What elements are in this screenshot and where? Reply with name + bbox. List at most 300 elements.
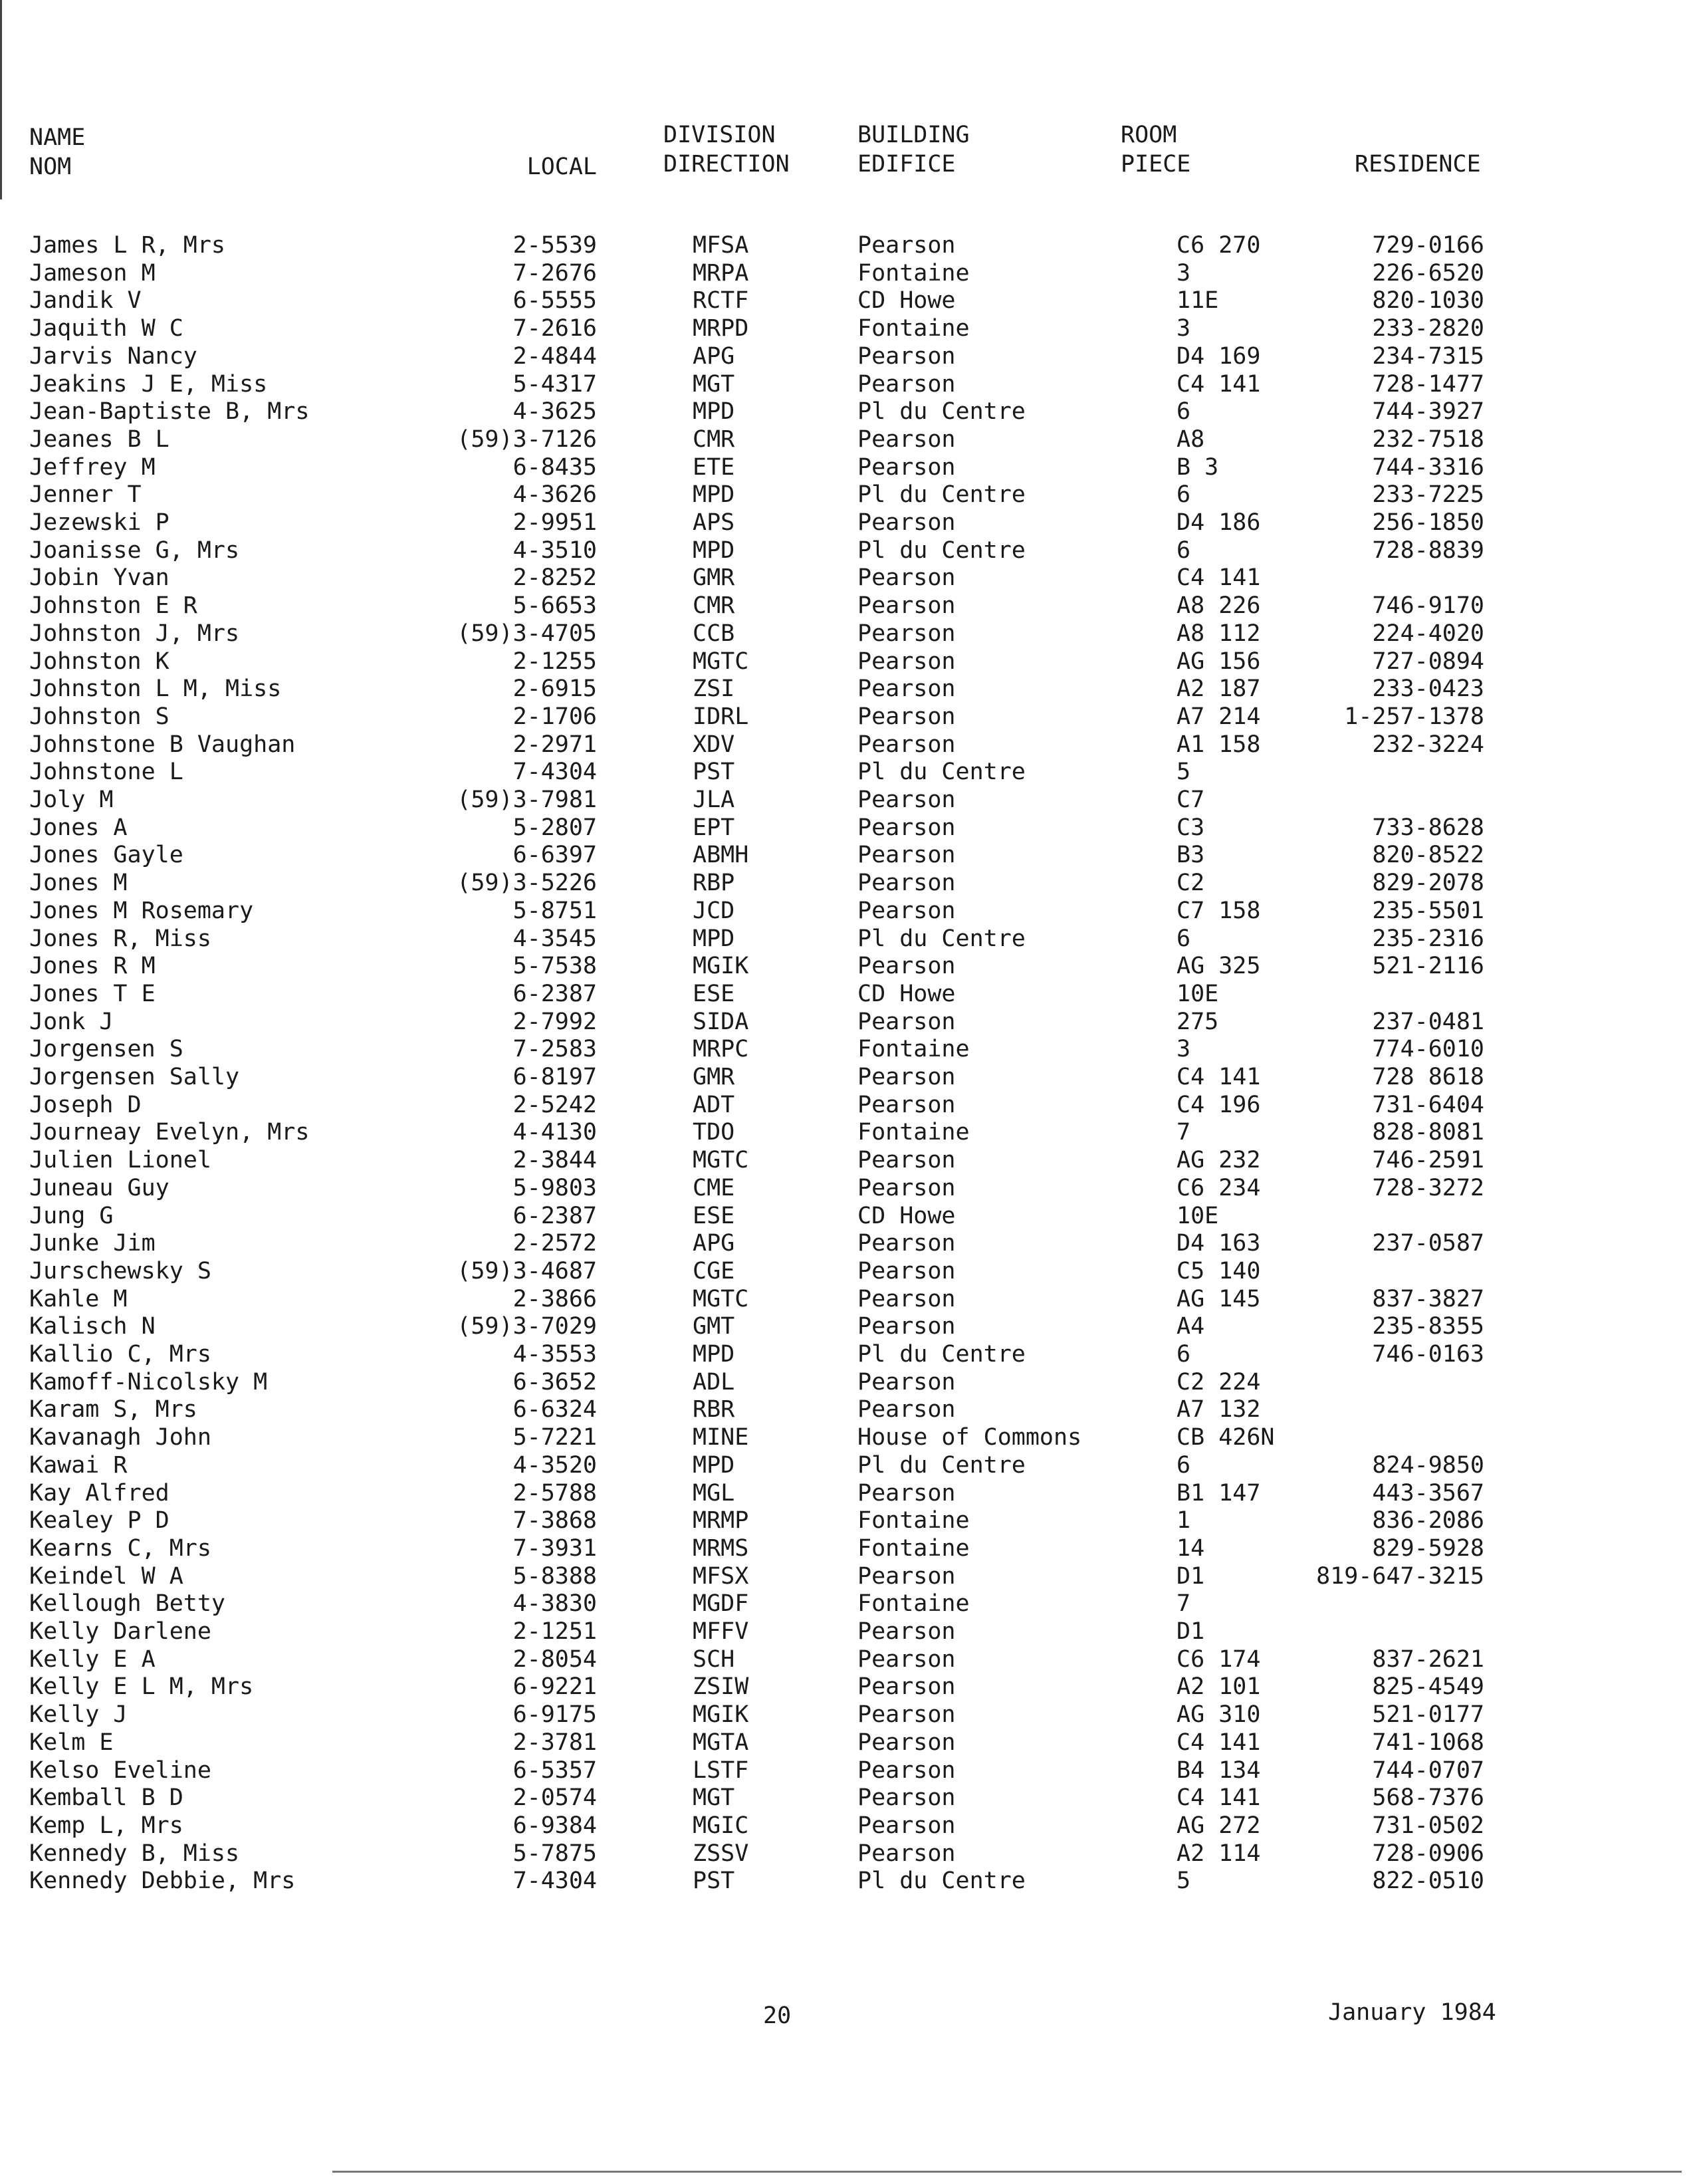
entry-name: Keindel W A — [29, 1563, 183, 1590]
entry-division: MRPC — [693, 1036, 749, 1062]
table-row — [0, 1759, 1687, 1787]
table-row — [0, 1648, 1687, 1676]
entry-residence: 744-0707 — [1372, 1757, 1484, 1784]
table-row — [0, 677, 1687, 705]
table-row — [0, 1703, 1687, 1731]
table-row — [0, 1038, 1687, 1066]
table-row — [0, 262, 1687, 290]
entry-name: Jurschewsky S — [29, 1258, 211, 1284]
entry-name: Johnstone L — [29, 759, 183, 785]
entry-residence: 729-0166 — [1372, 232, 1484, 259]
entry-local: 2-0574 — [512, 1784, 597, 1811]
entry-building: CD Howe — [857, 287, 956, 314]
entry-local: (59)3-7126 — [457, 426, 597, 453]
entry-room: C6 270 — [1177, 232, 1261, 259]
entry-building: Pearson — [857, 1147, 956, 1173]
table-row — [0, 1592, 1687, 1620]
entry-residence: 235-2316 — [1372, 925, 1484, 952]
entry-room: B3 — [1177, 842, 1205, 868]
entry-building: Pearson — [857, 1618, 956, 1645]
entry-division: APG — [693, 343, 735, 370]
entry-division: IDRL — [693, 703, 749, 730]
entry-residence: 1-257-1378 — [1344, 703, 1484, 730]
entry-room: C2 224 — [1177, 1369, 1261, 1395]
table-row — [0, 1786, 1687, 1814]
entry-local: 6-6397 — [512, 842, 597, 868]
entry-building: Pearson — [857, 648, 956, 675]
entry-residence: 226-6520 — [1372, 260, 1484, 287]
entry-name: Jones T E — [29, 981, 156, 1007]
entry-room: AG 310 — [1177, 1701, 1261, 1728]
entry-division: XDV — [693, 731, 735, 758]
table-row — [0, 566, 1687, 594]
entry-local: 6-2387 — [512, 1203, 597, 1229]
entry-division: MGL — [693, 1480, 735, 1507]
header-division — [663, 124, 790, 176]
entry-division: LSTF — [693, 1757, 749, 1784]
table-row — [0, 483, 1687, 511]
entry-division: APS — [693, 509, 735, 536]
entry-name: Kealey P D — [29, 1507, 169, 1534]
entry-residence: 836-2086 — [1372, 1507, 1484, 1534]
entry-building: Pearson — [857, 454, 956, 481]
entry-name: Jorgensen Sally — [29, 1064, 240, 1090]
header-division-fr: DIRECTION — [663, 151, 790, 178]
entry-residence: 232-7518 — [1372, 426, 1484, 453]
entry-division: CGE — [693, 1258, 735, 1284]
table-row — [0, 1315, 1687, 1343]
entry-room: A7 132 — [1177, 1396, 1261, 1423]
entry-local: 5-2807 — [512, 814, 597, 841]
entry-name: Jones M Rosemary — [29, 898, 254, 924]
entry-division: MGTA — [693, 1729, 749, 1756]
entry-building: Fontaine — [857, 1535, 970, 1562]
entry-name: Kavanagh John — [29, 1424, 211, 1451]
entry-local: 2-1251 — [512, 1618, 597, 1645]
header-building-fr: EDIFICE — [857, 151, 956, 178]
header-local: LOCAL — [526, 154, 597, 180]
entry-building: Pearson — [857, 371, 956, 398]
entry-room: C4 196 — [1177, 1092, 1261, 1118]
entry-building: Pearson — [857, 1480, 956, 1507]
entry-residence: 728-8839 — [1372, 537, 1484, 564]
entry-division: MINE — [693, 1424, 749, 1451]
entry-name: Jandik V — [29, 287, 142, 314]
entry-division: ESE — [693, 1203, 735, 1229]
entry-building: Pearson — [857, 1563, 956, 1590]
table-row — [0, 1398, 1687, 1426]
entry-division: MGT — [693, 371, 735, 398]
entry-building: Pearson — [857, 1701, 956, 1728]
entry-local: 6-6324 — [512, 1396, 597, 1423]
entry-room: 6 — [1177, 1341, 1191, 1368]
left-margin-rule — [0, 0, 2, 199]
table-row — [0, 705, 1687, 733]
entry-building: Pearson — [857, 620, 956, 647]
entry-division: ESE — [693, 981, 735, 1007]
entry-local: 2-5242 — [512, 1092, 597, 1118]
entry-name: Jorgensen S — [29, 1036, 183, 1062]
entry-local: 2-3844 — [512, 1147, 597, 1173]
entry-room: 10E — [1177, 1203, 1219, 1229]
entry-room: 3 — [1177, 260, 1191, 287]
entry-name: Kelly J — [29, 1701, 128, 1728]
entry-building: Pearson — [857, 1009, 956, 1035]
table-row — [0, 1565, 1687, 1593]
entry-local: 2-2971 — [512, 731, 597, 758]
entry-division: MPD — [693, 1341, 735, 1368]
entry-local: 5-7221 — [512, 1424, 597, 1451]
entry-local: 7-2583 — [512, 1036, 597, 1062]
entry-residence: 521-2116 — [1372, 953, 1484, 979]
entry-building: Fontaine — [857, 1036, 970, 1062]
entry-room: A8 226 — [1177, 592, 1261, 619]
entry-division: SCH — [693, 1646, 735, 1673]
entry-residence: 233-2820 — [1372, 315, 1484, 342]
entry-building: CD Howe — [857, 981, 956, 1007]
entry-local: 2-8054 — [512, 1646, 597, 1673]
entry-name: Kennedy Debbie, Mrs — [29, 1868, 296, 1894]
entry-name: Jeffrey M — [29, 454, 156, 481]
table-row — [0, 1509, 1687, 1537]
entry-room: C4 141 — [1177, 1064, 1261, 1090]
entry-name: Kalisch N — [29, 1313, 156, 1340]
entry-local: 7-3931 — [512, 1535, 597, 1562]
entry-name: Joanisse G, Mrs — [29, 537, 240, 564]
entry-building: House of Commons — [857, 1424, 1082, 1451]
entry-name: Johnston L M, Miss — [29, 675, 282, 702]
entry-residence: 822-0510 — [1372, 1868, 1484, 1894]
entry-building: Pearson — [857, 1258, 956, 1284]
entry-division: PST — [693, 1868, 735, 1894]
entry-division: MFSA — [693, 232, 749, 259]
entry-room: AG 156 — [1177, 648, 1261, 675]
entry-local: 5-8751 — [512, 898, 597, 924]
entry-room: D4 163 — [1177, 1230, 1261, 1257]
header-name-fr: NOM — [29, 154, 72, 180]
table-row — [0, 1149, 1687, 1177]
entry-local: 6-2387 — [512, 981, 597, 1007]
table-row — [0, 539, 1687, 567]
entry-division: ADT — [693, 1092, 735, 1118]
entry-room: A1 158 — [1177, 731, 1261, 758]
entry-name: Jones R, Miss — [29, 925, 211, 952]
entry-name: Kennedy B, Miss — [29, 1840, 240, 1867]
entry-local: 5-6653 — [512, 592, 597, 619]
header-name — [29, 126, 85, 179]
entry-room: AG 272 — [1177, 1812, 1261, 1839]
entry-name: Kemp L, Mrs — [29, 1812, 183, 1839]
entry-room: C6 174 — [1177, 1646, 1261, 1673]
entry-name: Kelso Eveline — [29, 1757, 211, 1784]
entry-residence: 232-3224 — [1372, 731, 1484, 758]
entry-building: Pearson — [857, 1313, 956, 1340]
entry-local: 2-3866 — [512, 1286, 597, 1312]
entry-room: 6 — [1177, 398, 1191, 425]
header-name-en: NAME — [29, 124, 86, 151]
entry-division: MRMP — [693, 1507, 749, 1534]
table-row — [0, 317, 1687, 345]
entry-division: PST — [693, 759, 735, 785]
entry-division: MGIK — [693, 1701, 749, 1728]
entry-name: Johnston S — [29, 703, 169, 730]
entry-building: Pearson — [857, 703, 956, 730]
entry-building: Pl du Centre — [857, 398, 1026, 425]
entry-residence: 728-3272 — [1372, 1175, 1484, 1201]
header-building — [857, 124, 970, 176]
entry-room: A2 187 — [1177, 675, 1261, 702]
entry-room: C7 158 — [1177, 898, 1261, 924]
entry-room: C6 234 — [1177, 1175, 1261, 1201]
entry-room: 275 — [1177, 1009, 1219, 1035]
entry-building: Pearson — [857, 842, 956, 868]
entry-name: Johnston J, Mrs — [29, 620, 240, 647]
entry-local: 4-3830 — [512, 1590, 597, 1617]
entry-building: Fontaine — [857, 1507, 970, 1534]
entry-local: 2-6915 — [512, 675, 597, 702]
entry-division: RCTF — [693, 287, 749, 314]
entry-room: B1 147 — [1177, 1480, 1261, 1507]
table-row — [0, 650, 1687, 678]
entry-division: CMR — [693, 426, 735, 453]
entry-name: Jung G — [29, 1203, 114, 1229]
entry-room: C4 141 — [1177, 564, 1261, 591]
entry-room: C5 140 — [1177, 1258, 1261, 1284]
entry-building: Pearson — [857, 1396, 956, 1423]
table-row — [0, 1232, 1687, 1260]
entry-division: EPT — [693, 814, 735, 841]
table-row — [0, 373, 1687, 401]
entry-room: C4 141 — [1177, 1784, 1261, 1811]
entry-room: 14 — [1177, 1535, 1205, 1562]
table-row — [0, 289, 1687, 317]
header-room — [1121, 124, 1190, 176]
entry-division: MGTC — [693, 648, 749, 675]
table-row — [0, 511, 1687, 539]
entry-division: MGT — [693, 1784, 735, 1811]
table-row — [0, 1731, 1687, 1759]
entry-building: Pearson — [857, 731, 956, 758]
entry-residence: 744-3316 — [1372, 454, 1484, 481]
table-row — [0, 622, 1687, 650]
entry-residence: 819-647-3215 — [1316, 1563, 1484, 1590]
entry-room: 3 — [1177, 1036, 1191, 1062]
table-row — [0, 1620, 1687, 1648]
entry-division: MGIK — [693, 953, 749, 979]
entry-residence: 820-8522 — [1372, 842, 1484, 868]
entry-division: GMT — [693, 1313, 735, 1340]
entry-local: 2-7992 — [512, 1009, 597, 1035]
entry-local: 6-9384 — [512, 1812, 597, 1839]
table-row — [0, 1371, 1687, 1399]
entry-local: (59)3-5226 — [457, 870, 597, 896]
entry-division: RBR — [693, 1396, 735, 1423]
entry-residence: 235-8355 — [1372, 1313, 1484, 1340]
entry-room: C7 — [1177, 787, 1205, 813]
entry-name: Junke Jim — [29, 1230, 156, 1257]
entry-local: 5-8388 — [512, 1563, 597, 1590]
entry-residence: 820-1030 — [1372, 287, 1484, 314]
entry-local: 7-3868 — [512, 1507, 597, 1534]
entry-name: Jenner T — [29, 481, 142, 508]
entry-room: 5 — [1177, 1868, 1191, 1894]
table-row — [0, 1288, 1687, 1316]
entry-building: CD Howe — [857, 1203, 956, 1229]
entry-local: 2-5539 — [512, 232, 597, 259]
table-row — [0, 1814, 1687, 1842]
table-row — [0, 1675, 1687, 1703]
entry-division: ZSI — [693, 675, 735, 702]
entry-room: 3 — [1177, 315, 1191, 342]
entry-division: MPD — [693, 481, 735, 508]
entry-building: Pl du Centre — [857, 1452, 1026, 1479]
entry-local: 2-3781 — [512, 1729, 597, 1756]
entry-room: B 3 — [1177, 454, 1219, 481]
entry-local: 7-4304 — [512, 759, 597, 785]
entry-residence: 727-0894 — [1372, 648, 1484, 675]
entry-local: 7-2616 — [512, 315, 597, 342]
entry-local: 5-7538 — [512, 953, 597, 979]
entry-local: 4-3510 — [512, 537, 597, 564]
entry-building: Fontaine — [857, 260, 970, 287]
entry-name: Kamoff-Nicolsky M — [29, 1369, 268, 1395]
entry-building: Pl du Centre — [857, 925, 1026, 952]
entry-building: Pearson — [857, 343, 956, 370]
entry-local: 6-9175 — [512, 1701, 597, 1728]
entry-local: (59)3-7029 — [457, 1313, 597, 1340]
table-row — [0, 1343, 1687, 1371]
table-row — [0, 1870, 1687, 1897]
entry-residence: 728-1477 — [1372, 371, 1484, 398]
entry-local: 6-8197 — [512, 1064, 597, 1090]
entry-name: Kelly E A — [29, 1646, 156, 1673]
entry-room: 1 — [1177, 1507, 1191, 1534]
entry-room: A8 112 — [1177, 620, 1261, 647]
entry-local: 5-7875 — [512, 1840, 597, 1867]
entry-name: Jones Gayle — [29, 842, 183, 868]
entry-division: MPD — [693, 537, 735, 564]
entry-room: C3 — [1177, 814, 1205, 841]
entry-name: Jeakins J E, Miss — [29, 371, 268, 398]
entry-division: ABMH — [693, 842, 749, 868]
entry-building: Pearson — [857, 1369, 956, 1395]
entry-local: 4-3626 — [512, 481, 597, 508]
entry-building: Pearson — [857, 1646, 956, 1673]
entry-name: Kay Alfred — [29, 1480, 169, 1507]
entry-residence: 744-3927 — [1372, 398, 1484, 425]
entry-building: Pearson — [857, 953, 956, 979]
entry-division: MRPA — [693, 260, 749, 287]
table-row — [0, 761, 1687, 789]
entry-division: JCD — [693, 898, 735, 924]
entry-building: Pl du Centre — [857, 759, 1026, 785]
entry-room: A7 214 — [1177, 703, 1261, 730]
entry-local: (59)3-4687 — [457, 1258, 597, 1284]
header-room-fr: PIECE — [1121, 151, 1191, 178]
table-row — [0, 1454, 1687, 1482]
entry-residence: 234-7315 — [1372, 343, 1484, 370]
table-row — [0, 816, 1687, 844]
entry-residence: 443-3567 — [1372, 1480, 1484, 1507]
entry-building: Pearson — [857, 1784, 956, 1811]
entry-room: 11E — [1177, 287, 1219, 314]
table-row — [0, 345, 1687, 373]
entry-residence: 774-6010 — [1372, 1036, 1484, 1062]
entry-building: Pearson — [857, 1286, 956, 1312]
table-row — [0, 1537, 1687, 1565]
entry-name: Julien Lionel — [29, 1147, 211, 1173]
entry-division: MRMS — [693, 1535, 749, 1562]
entry-name: Kallio C, Mrs — [29, 1341, 211, 1368]
entry-residence: 224-4020 — [1372, 620, 1484, 647]
entry-name: Jameson M — [29, 260, 156, 287]
table-row — [0, 1121, 1687, 1149]
entry-residence: 829-2078 — [1372, 870, 1484, 896]
entry-residence: 235-5501 — [1372, 898, 1484, 924]
entry-name: Jones A — [29, 814, 128, 841]
entry-local: 2-8252 — [512, 564, 597, 591]
entry-residence: 728 8618 — [1372, 1064, 1484, 1090]
entry-residence: 829-5928 — [1372, 1535, 1484, 1562]
entry-local: 2-4844 — [512, 343, 597, 370]
entry-residence: 568-7376 — [1372, 1784, 1484, 1811]
entry-building: Pearson — [857, 1064, 956, 1090]
entry-division: JLA — [693, 787, 735, 813]
entry-building: Pearson — [857, 870, 956, 896]
entry-division: ZSIW — [693, 1673, 749, 1700]
entry-division: CCB — [693, 620, 735, 647]
entry-name: Jobin Yvan — [29, 564, 169, 591]
table-row — [0, 900, 1687, 927]
entry-room: 7 — [1177, 1590, 1191, 1617]
entry-name: Jean-Baptiste B, Mrs — [29, 398, 310, 425]
entry-room: 6 — [1177, 537, 1191, 564]
entry-name: Kelly Darlene — [29, 1618, 211, 1645]
entry-local: 4-3520 — [512, 1452, 597, 1479]
entry-division: MFSX — [693, 1563, 749, 1590]
entry-residence: 746-2591 — [1372, 1147, 1484, 1173]
table-row — [0, 234, 1687, 262]
entry-room: AG 145 — [1177, 1286, 1261, 1312]
entry-residence: 825-4549 — [1372, 1673, 1484, 1700]
entry-division: MGDF — [693, 1590, 749, 1617]
table-row — [0, 456, 1687, 484]
table-row — [0, 733, 1687, 761]
entry-division: MGIC — [693, 1812, 749, 1839]
table-row — [0, 1011, 1687, 1038]
table-row — [0, 1426, 1687, 1454]
entry-name: Jones M — [29, 870, 128, 896]
entry-room: C2 — [1177, 870, 1205, 896]
entry-local: 4-3553 — [512, 1341, 597, 1368]
entry-name: Kahle M — [29, 1286, 128, 1312]
entry-division: MGTC — [693, 1286, 749, 1312]
entry-residence: 233-7225 — [1372, 481, 1484, 508]
entry-room: C4 141 — [1177, 1729, 1261, 1756]
entry-division: ETE — [693, 454, 735, 481]
entry-division: GMR — [693, 564, 735, 591]
entry-name: Kelly E L M, Mrs — [29, 1673, 254, 1700]
entry-building: Pearson — [857, 1175, 956, 1201]
entry-residence: 828-8081 — [1372, 1119, 1484, 1146]
entry-room: A2 101 — [1177, 1673, 1261, 1700]
header-residence: RESIDENCE — [1355, 151, 1481, 178]
entry-local: 4-3545 — [512, 925, 597, 952]
entry-building: Pl du Centre — [857, 1341, 1026, 1368]
entry-building: Pearson — [857, 1757, 956, 1784]
entry-division: MGTC — [693, 1147, 749, 1173]
entry-residence: 237-0587 — [1372, 1230, 1484, 1257]
